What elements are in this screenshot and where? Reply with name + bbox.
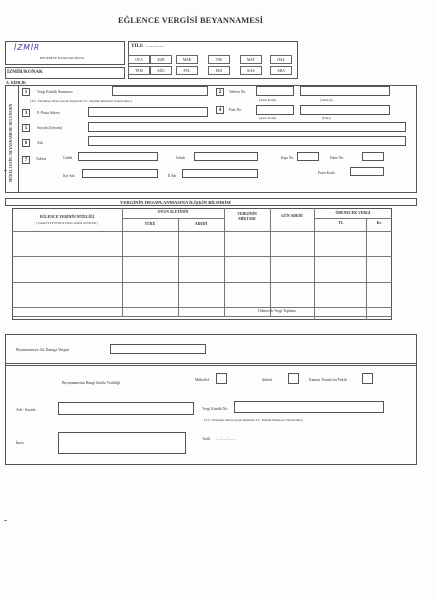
- col-venue-days: ( FAALİYETTE BULUNACAĞIM GÜNLER ): [36, 221, 98, 225]
- submitter-name-label: Adı - Soyadı: [16, 408, 36, 412]
- total-label: Ödenecek Vergi Toplamı: [258, 309, 296, 313]
- field-7-label: Adresi: [36, 157, 47, 161]
- col-tax-label1: VERGİNİN: [237, 212, 257, 216]
- field-4-sub2: (Faks): [322, 116, 331, 120]
- date-label: Tarih: [202, 437, 210, 441]
- cadde-input[interactable]: [78, 152, 158, 161]
- field-2-number: 2: [216, 88, 224, 96]
- stamp-tax-input[interactable]: [110, 344, 206, 354]
- vertical-label: MÜKELLEFİN / BEYANNAMEDE BULUNANIN: [9, 103, 13, 182]
- year-label: YILI:: [131, 44, 144, 49]
- month-feb[interactable]: ŞUB: [150, 55, 172, 64]
- month-nov[interactable]: KAS: [240, 66, 262, 75]
- field-5-label: Soyadı (Unvanı): [37, 126, 63, 130]
- form-title: EĞLENCE VERGİSİ BEYANNAMESİ: [118, 16, 264, 25]
- calc-col-sep: [366, 218, 367, 320]
- month-jan[interactable]: OCA: [128, 55, 150, 64]
- month-aug[interactable]: AĞU: [150, 66, 172, 75]
- month-apr[interactable]: NİS: [208, 55, 230, 64]
- field-3-label: E-Posta Adresi: [37, 111, 60, 115]
- calc-total-rule: [12, 316, 392, 317]
- calc-subheader-rule: [314, 218, 392, 219]
- ilce-input[interactable]: [82, 169, 158, 178]
- calc-header: VERGİNİN HESAPLANMASINA İLİŞKİN BİLDİRİM: [120, 199, 231, 205]
- address-sokak-label: Sokak: [176, 156, 185, 160]
- submitter-vkn-note: (T.C. Vatandaşı Olan Gerçek Kişilerde T.C. Kimlik Numarası Yazılacaktır.): [204, 418, 304, 422]
- field-1-number: 1: [22, 88, 30, 96]
- address-kapi-label: Kapı No.: [281, 156, 295, 160]
- name-input[interactable]: [88, 136, 406, 146]
- col-payable: ÖDENECEK VERGİ: [335, 211, 371, 215]
- field-4-label: Faks No.: [229, 108, 242, 112]
- field-1-label: Vergi Kimlik Numarası: [37, 90, 73, 94]
- staple-mark: [4, 520, 7, 521]
- address-cadde-label: Cadde: [63, 156, 73, 160]
- submitter-name-input[interactable]: [58, 402, 194, 415]
- field-5-number: 5: [22, 124, 30, 132]
- municipality-label: BELEDİYE BAŞKANLIĞINA: [40, 56, 85, 60]
- month-dec[interactable]: ARA: [270, 66, 292, 75]
- option-representative-label: Kanuni Temsilcisi/Vekili: [309, 378, 347, 382]
- phone-area-input[interactable]: [256, 86, 294, 96]
- posta-input[interactable]: [350, 167, 384, 176]
- col-day-count: GÜN ADEDİ: [281, 214, 303, 218]
- month-mar[interactable]: MAR: [176, 55, 198, 64]
- kapi-input[interactable]: [297, 152, 319, 161]
- date-value[interactable]: .... /.... /........: [216, 437, 236, 441]
- calc-col-sep: [270, 208, 271, 316]
- vkn-input[interactable]: [112, 86, 208, 96]
- calc-header-rule: [12, 231, 392, 232]
- col-device-type: TÜRÜ: [144, 222, 156, 226]
- field-4-number: 4: [216, 106, 224, 114]
- calc-col-sep: [178, 218, 179, 316]
- submitter-vkn-input[interactable]: [234, 401, 384, 413]
- surname-input[interactable]: [88, 122, 406, 132]
- month-may[interactable]: MAY: [240, 55, 262, 64]
- option-representative-checkbox[interactable]: [362, 373, 373, 384]
- phone-input[interactable]: [300, 86, 390, 96]
- signature-label: İmza: [16, 441, 24, 445]
- identity-divider: [18, 85, 19, 193]
- calc-row-rule: [12, 307, 392, 308]
- fax-area-input[interactable]: [256, 105, 294, 115]
- section-a-label: A- KİMLİK: [6, 81, 26, 85]
- field-3-number: 3: [22, 109, 30, 117]
- month-jul[interactable]: TEM: [128, 66, 150, 75]
- field-4-sub1: (Alan Kodu): [259, 116, 277, 120]
- stamp-tax-label: Beyannameye Ait Damga Vergisi: [16, 347, 70, 352]
- sokak-input[interactable]: [194, 152, 258, 161]
- calc-col-sep: [224, 208, 225, 316]
- field-6-label: Adı: [37, 141, 43, 145]
- col-payable-tl: TL: [338, 221, 344, 225]
- address-daire-label: Daire No.: [330, 156, 345, 160]
- address-ilce-label: İlçe Adı: [63, 174, 75, 178]
- field-2-label: Telefon No.: [229, 90, 247, 94]
- calc-subheader-rule: [122, 218, 224, 219]
- daire-input[interactable]: [362, 152, 384, 161]
- month-jun[interactable]: HAZ: [270, 55, 292, 64]
- option-taxpayer-label: Mükellef: [195, 378, 209, 382]
- field-2-sub1: (Alan Kodu): [259, 98, 277, 102]
- field-2-sub2: (Telefon): [320, 98, 333, 102]
- address-posta-label: Posta Kodu: [318, 171, 335, 175]
- option-taxpayer-checkbox[interactable]: [216, 373, 227, 384]
- field-7-number: 7: [22, 156, 30, 164]
- year-value: ...............: [146, 44, 165, 49]
- col-venue-type: EĞLENCE YERİNİN NİTELİĞİ: [39, 215, 95, 219]
- calc-row-rule: [12, 282, 392, 283]
- col-tax-label2: MİKTARI: [238, 217, 256, 221]
- col-payable-kr: Kr: [376, 221, 382, 225]
- option-company-label: Şirketi: [262, 378, 273, 382]
- signature-input[interactable]: [58, 432, 186, 454]
- month-sep[interactable]: EYL: [176, 66, 198, 75]
- submitter-vkn-label: Vergi Kimlik No.: [202, 407, 229, 411]
- municipality-handwritten: İZMİR: [14, 43, 41, 52]
- email-input[interactable]: [88, 107, 208, 117]
- col-game-device: OYUN ALETİNİN: [157, 210, 189, 214]
- office-name: İZMİR/KONAK: [7, 70, 43, 75]
- il-input[interactable]: [182, 169, 258, 178]
- submitter-who-label: Beyannamenin Hangi Sıfatla Verildiği: [62, 381, 121, 385]
- option-company-checkbox[interactable]: [288, 373, 299, 384]
- fax-input[interactable]: [300, 105, 390, 115]
- field-1-note: (T.C. Vatandaşı Olan Gerçek Kişilerde T.C. Kimlik Numarası Yazılacaktır.): [30, 99, 133, 103]
- col-device-count: ADEDİ: [194, 222, 208, 226]
- month-oct[interactable]: EKİ: [208, 66, 230, 75]
- calc-row-rule: [12, 256, 392, 257]
- field-6-number: 6: [22, 139, 30, 147]
- calc-col-sep: [314, 208, 315, 320]
- address-il-label: İl Adı: [168, 174, 177, 178]
